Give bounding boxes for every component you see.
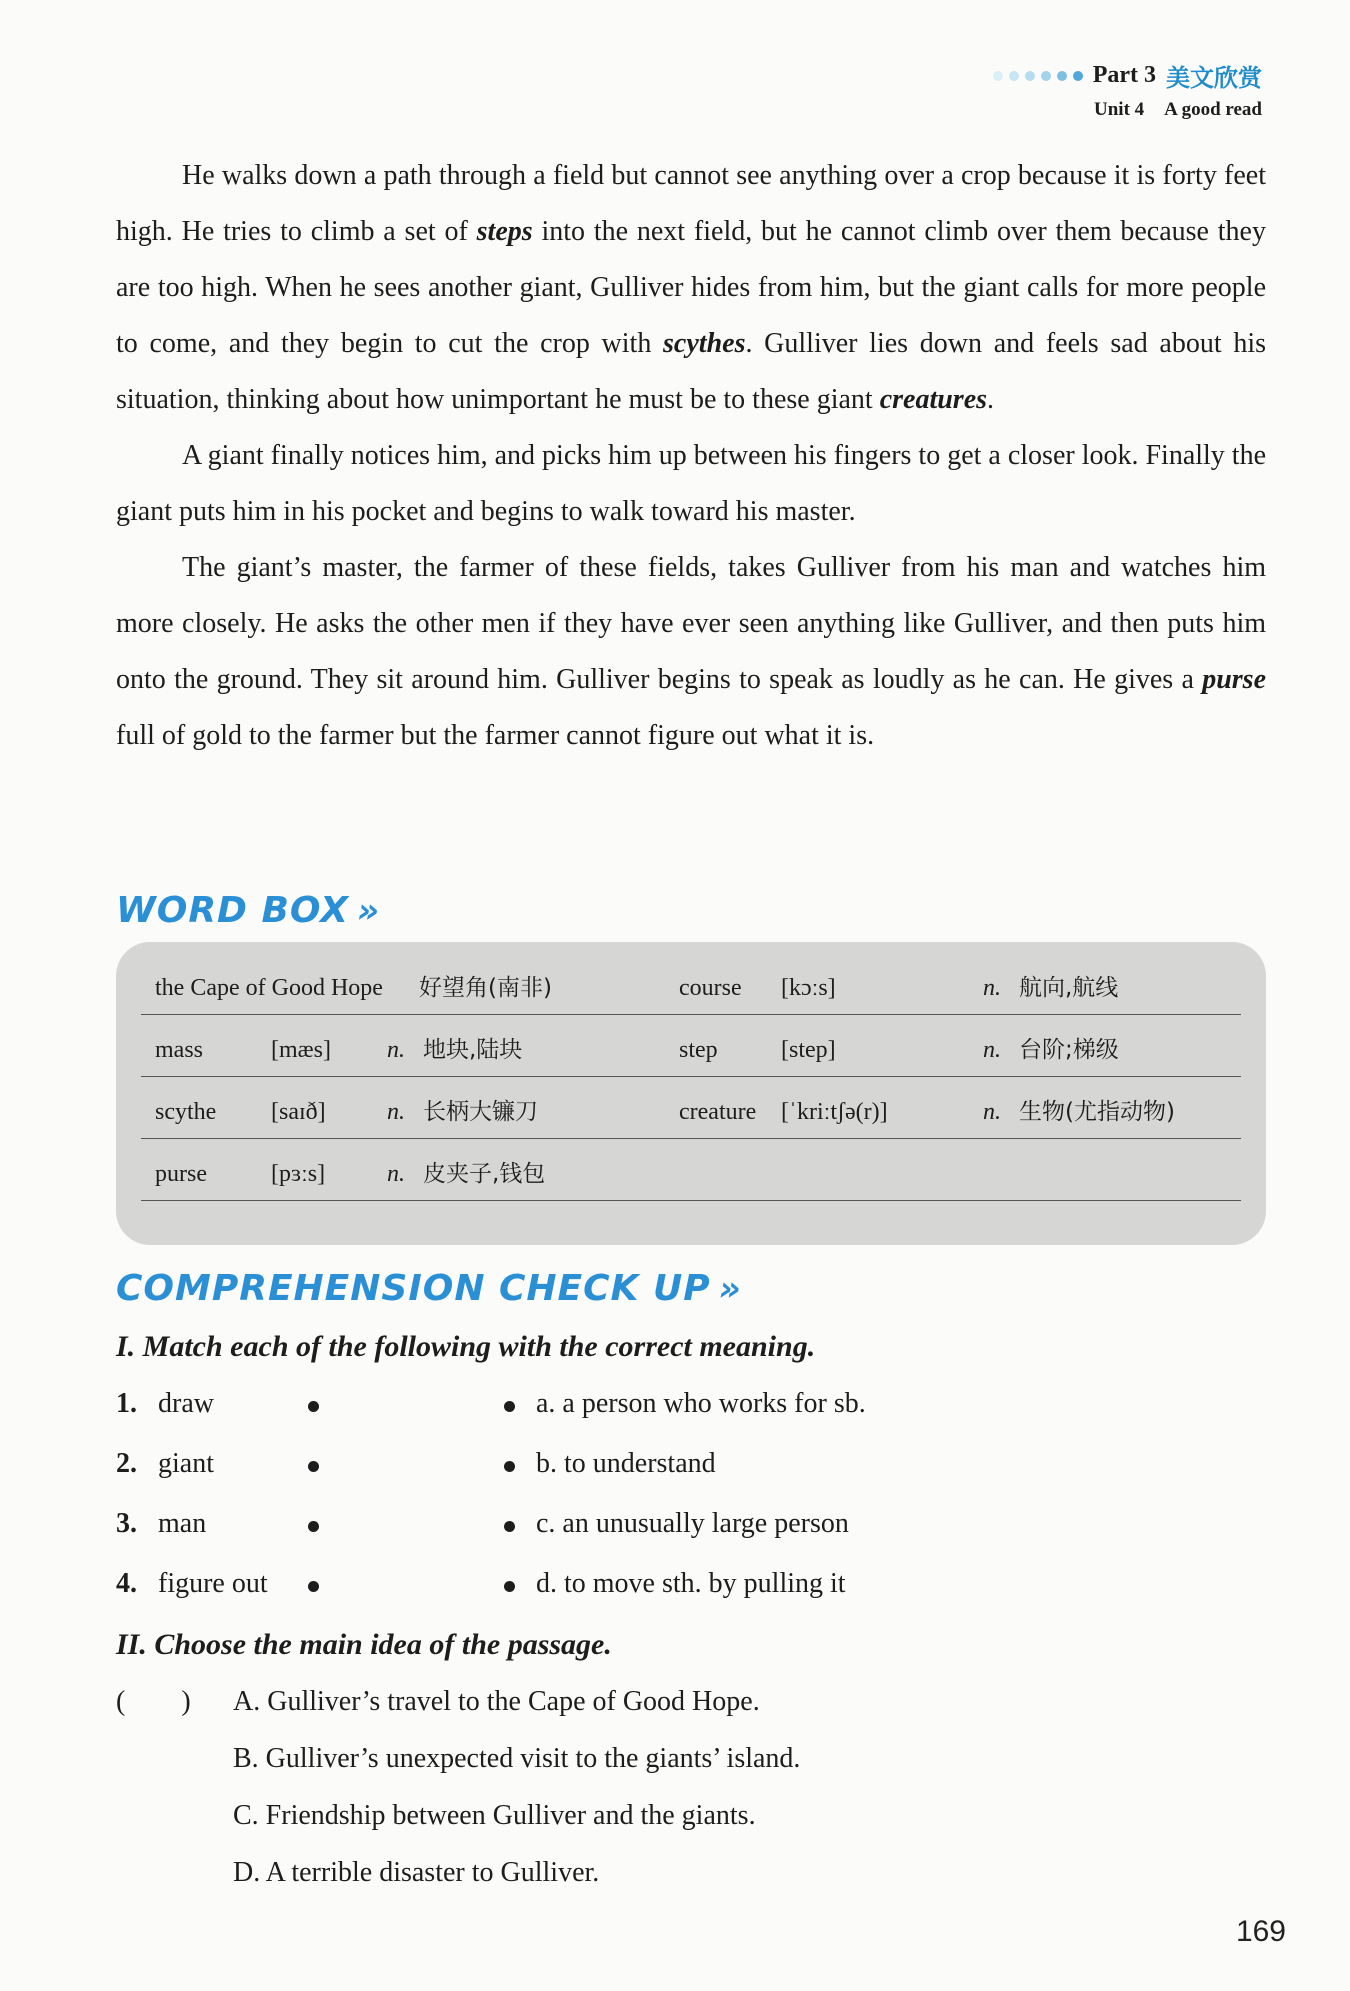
- match-dot-right[interactable]: [504, 1521, 515, 1532]
- choice-a[interactable]: A. Gulliver’s travel to the Cape of Good Hope.: [233, 1686, 760, 1717]
- match-item: 2. giant b. to understand: [116, 1448, 716, 1479]
- match-dot-left[interactable]: [308, 1461, 319, 1472]
- word-box-heading: WORD BOX »: [116, 890, 381, 931]
- match-dot-left[interactable]: [308, 1401, 319, 1412]
- question-1-title: I. Match each of the following with the correct meaning.: [116, 1330, 816, 1363]
- answer-blank[interactable]: ( ): [116, 1686, 191, 1717]
- double-chevron-icon: »: [718, 1269, 742, 1309]
- header-dots-decoration: [993, 71, 1083, 81]
- choice-d[interactable]: D. A terrible disaster to Gulliver.: [233, 1857, 600, 1888]
- match-item: 3. man c. an unusually large person: [116, 1508, 849, 1539]
- choice-b[interactable]: B. Gulliver’s unexpected visit to the giants’ island.: [233, 1743, 801, 1774]
- reading-passage: [116, 148, 1266, 764]
- match-dot-left[interactable]: [308, 1581, 319, 1592]
- page-number: 169: [1235, 1915, 1286, 1948]
- passage-paragraph-3: The giant’s master, the farmer of these fields, takes Gulliver from his man and watches him more closely. He asks the other men if they have ever seen anything like Gulliver, and then puts him onto the ground. They sit around him. Gulliver begins to speak as loudly as he can. He gives a purse full of gold to the farmer but the farmer cannot figure out what it is.: [116, 552, 1266, 751]
- word-row: the Cape of Good Hope 好望角(南非) course [kɔːs] n. 航向,航线: [141, 952, 1241, 1015]
- unit-title: A good read: [1164, 99, 1262, 120]
- word-row: scythe [saɪð] n. 长柄大镰刀 creature [ˈkriːtʃə(r)] n. 生物(尤指动物): [141, 1076, 1241, 1139]
- keyword-steps: steps: [476, 216, 533, 247]
- match-item: 1. draw a. a person who works for sb.: [116, 1388, 866, 1419]
- keyword-creatures: creatures: [879, 384, 988, 415]
- part-title-cn: 美文欣赏: [1166, 64, 1262, 92]
- passage-paragraph-1: He walks down a path through a field but cannot see anything over a crop because it is forty feet high. He tries to climb a set of steps into the next field, but he cannot climb over them because they are too high. When he sees another giant, Gulliver hides from him, but the giant calls for more people to come, and they begin to cut the crop with scythes. Gulliver lies down and feels sad about his situation, thinking about how unimportant he must be to these giant creatures.: [116, 160, 1267, 415]
- comprehension-heading: COMPREHENSION CHECK UP »: [116, 1268, 742, 1309]
- word-box-table: [116, 942, 1266, 1245]
- double-chevron-icon: »: [356, 891, 381, 931]
- match-dot-left[interactable]: [308, 1521, 319, 1532]
- match-item: 4. figure out d. to move sth. by pulling it: [116, 1568, 846, 1599]
- match-dot-right[interactable]: [504, 1401, 515, 1412]
- passage-paragraph-2: A giant finally notices him, and picks him up between his fingers to get a closer look. Finally the giant puts him in his pocket and begins to walk toward his master.: [116, 440, 1267, 527]
- match-dot-right[interactable]: [504, 1581, 515, 1592]
- match-dot-right[interactable]: [504, 1461, 515, 1472]
- keyword-scythes: scythes: [663, 328, 746, 359]
- running-header: [993, 58, 1262, 121]
- word-row: purse [pɜːs] n. 皮夹子,钱包: [141, 1138, 1241, 1201]
- question-2-title: II. Choose the main idea of the passage.: [116, 1628, 612, 1661]
- word-row: mass [mæs] n. 地块,陆块 step [step] n. 台阶;梯级: [141, 1014, 1241, 1077]
- part-label: Part 3: [1092, 62, 1156, 88]
- keyword-purse: purse: [1202, 664, 1266, 695]
- unit-label: Unit 4: [1094, 99, 1145, 120]
- choice-c[interactable]: C. Friendship between Gulliver and the giants.: [233, 1800, 756, 1831]
